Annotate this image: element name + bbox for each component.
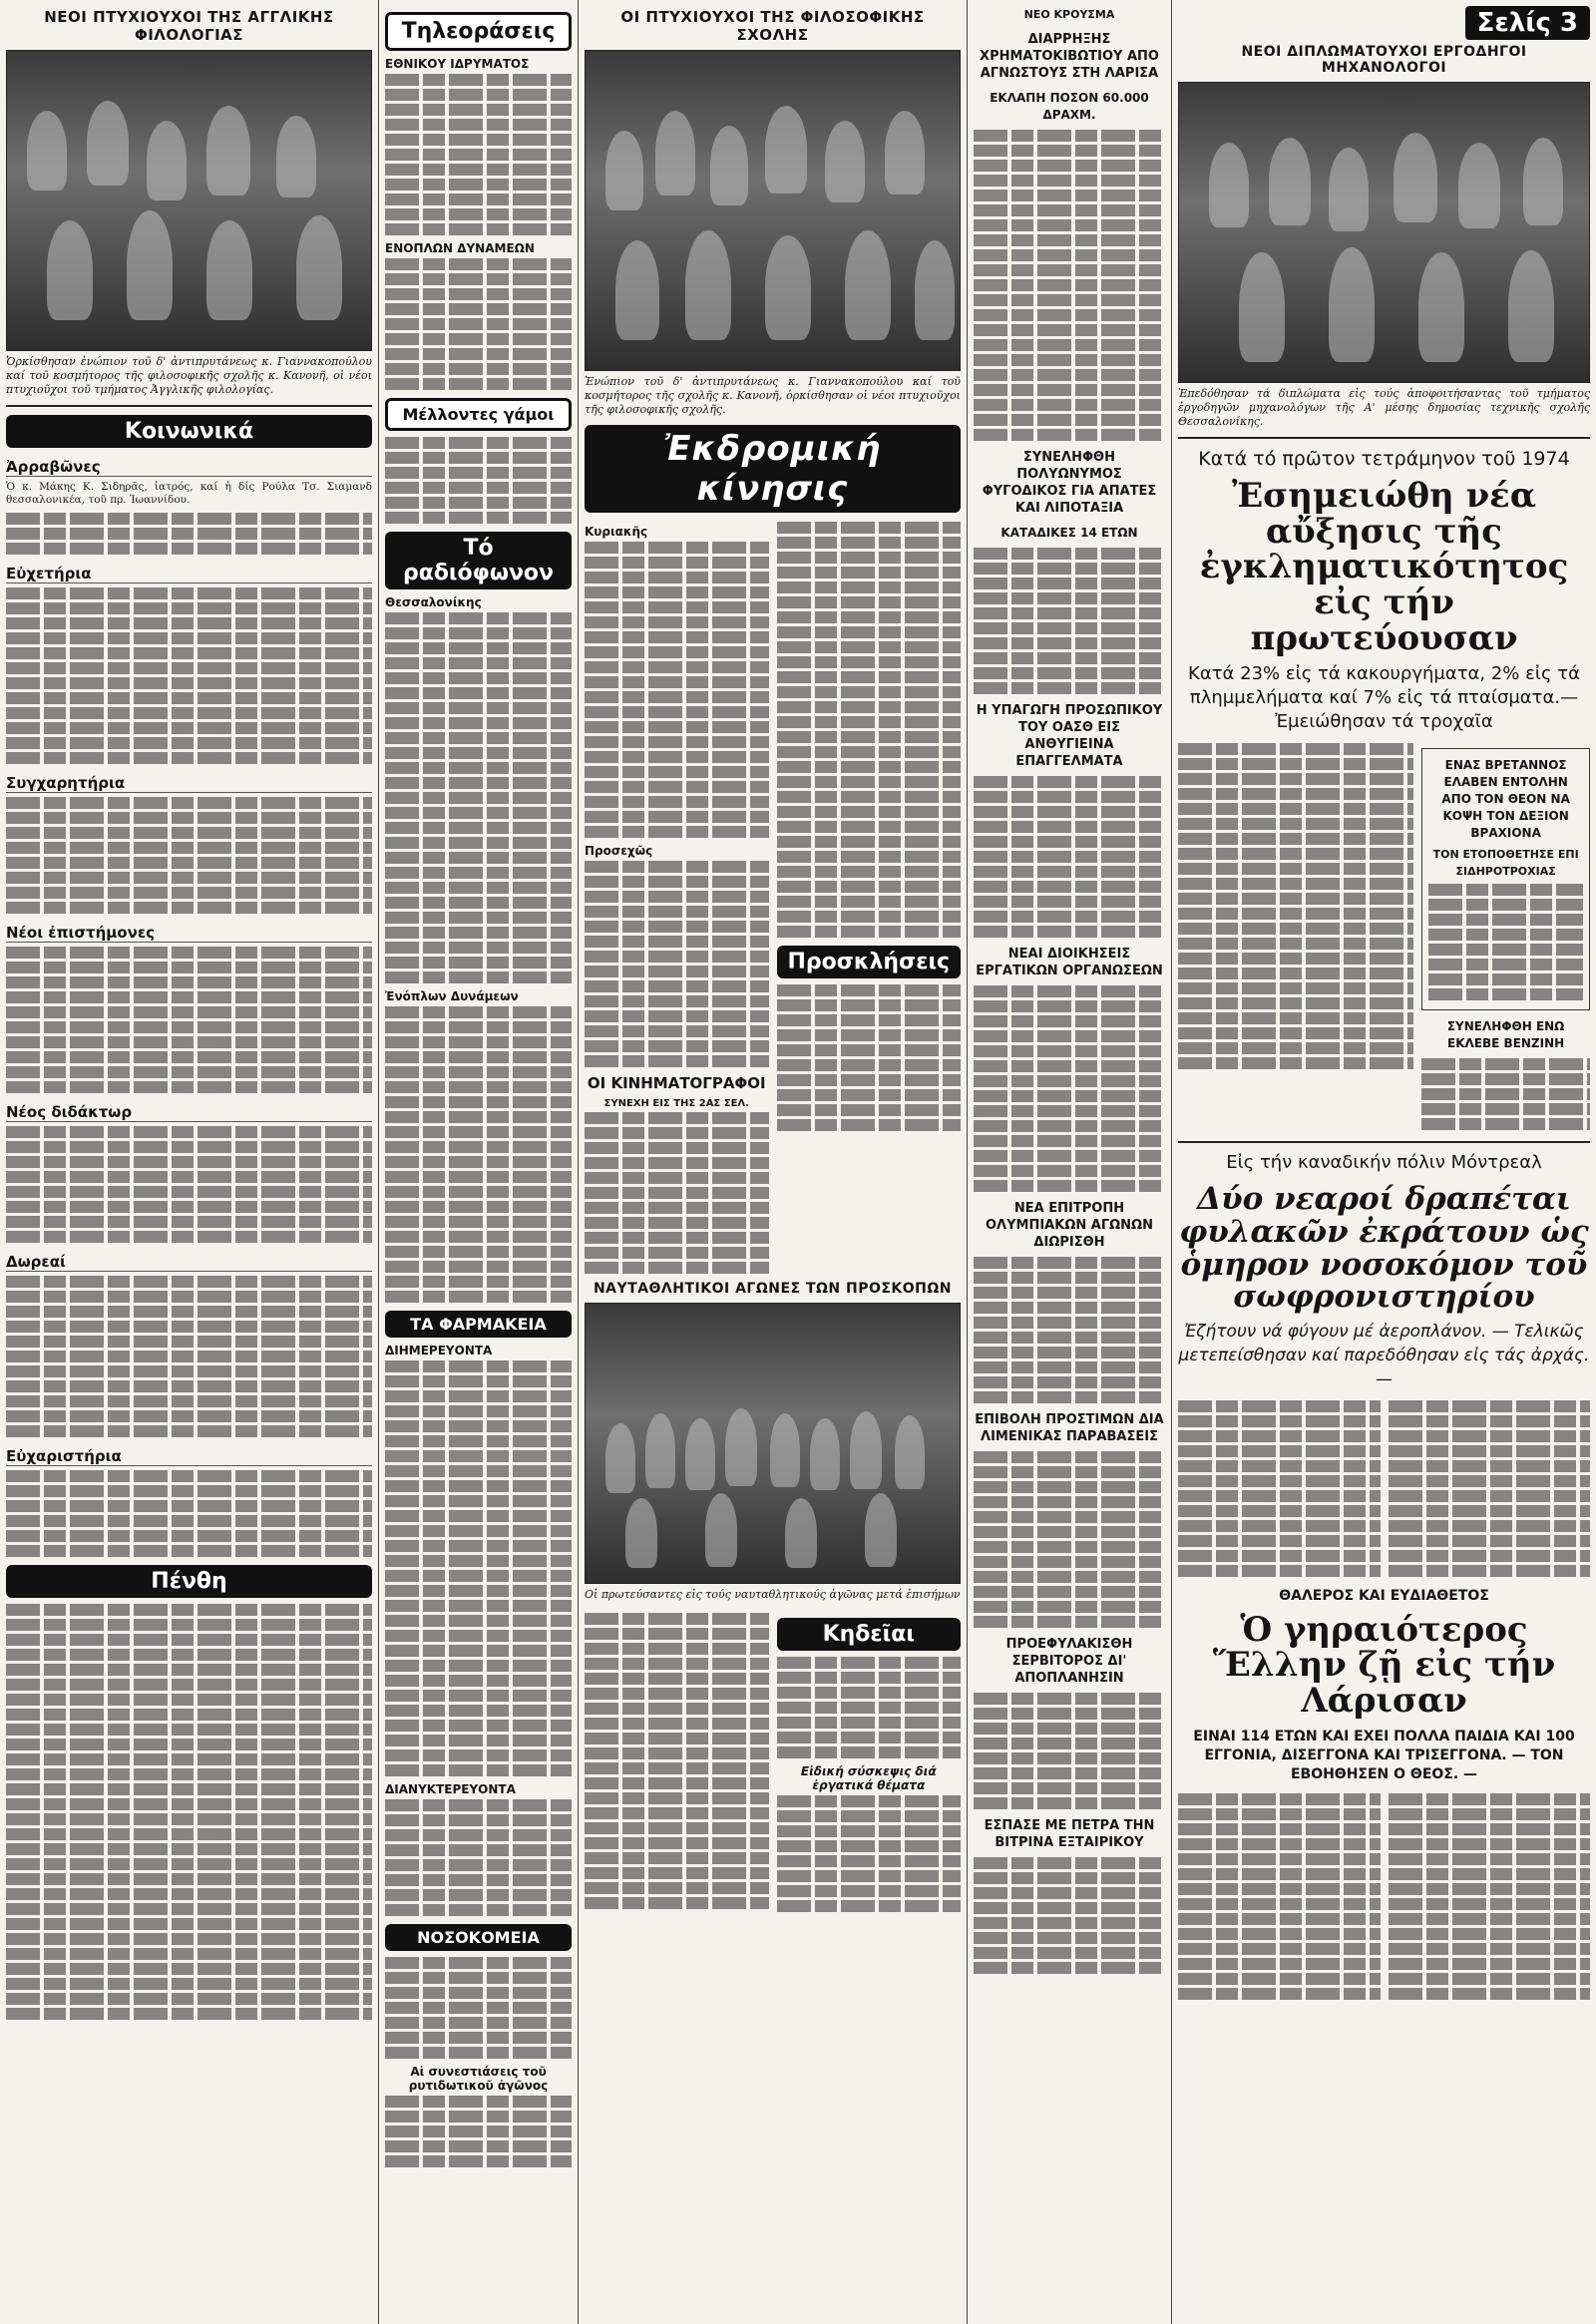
- photo-caption-scouts: Οἱ πρωτεύσαντες εἰς τούς ναυταθλητικούς ἀγῶνας μετά ἐπισήμων: [585, 1588, 961, 1601]
- kicker-montreal: Εἰς τήν καναδικήν πόλιν Μόντρεαλ: [1226, 1152, 1542, 1174]
- deck-oldest-greek: ΕΙΝΑΙ 114 ΕΤΩΝ ΚΑΙ ΕΧΕΙ ΠΟΛΛΑ ΠΑΙΔΙΑ ΚΑΙ 100 ΕΓΓΟΝΙΑ, ΔΙΣΕΓΓΟΝΑ ΚΑΙ ΤΡΙΣΕΓΓΟΝΑ. — ΤΟΝ ΕΒΟΗΘΗΣΕΝ Ο ΘΕΟΣ. —: [1193, 1728, 1575, 1782]
- section-banner-mourning: Πένθη: [6, 1565, 372, 1598]
- section-banner-funerals: Κηδεῖαι: [777, 1618, 962, 1651]
- subhead-meetings: Αἱ συνεστιάσεις τοῦ ρυτιδωτικοῦ ἀγῶνος: [408, 2065, 549, 2093]
- subhead-tv-armed: ΕΝΟΠΛΩΝ ΔΥΝΑΜΕΩΝ: [385, 241, 535, 255]
- photo-headline-new-foremen: ΝΕΟΙ ΔΙΠΛΩΜΑΤΟΥΧΟΙ ΕΡΓΟΔΗΓΟΙ ΜΗΧΑΝΟΛΟΓΟΙ: [1241, 44, 1527, 76]
- photo-philosophy-graduates: [585, 50, 961, 371]
- headline-montreal-escape: Δύο νεαροί δραπέται φυλακῶν ἐκράτουν ὡς ὁμηρον νοσοκόμον τοῦ σωφρονιστηρίου: [1179, 1181, 1589, 1316]
- photo-scouts: [585, 1303, 961, 1584]
- page-number-masthead: Σελίς 3: [1465, 6, 1590, 40]
- deck-crime-increase: Κατά 23% εἰς τά κακουργήματα, 2% εἰς τά πλημμελήματα καί 7% εἰς τά πταίσματα.— Ἐμειώθησαν τά τροχαῖα: [1188, 663, 1580, 733]
- headline-olympic-committee: ΝΕΑ ΕΠΙΤΡΟΠΗ ΟΛΥΜΠΙΑΚΩΝ ΑΓΩΝΩΝ ΔΙΩΡΙΣΘΗ: [986, 1201, 1153, 1250]
- kicker-new-burglary: ΝΕΟ ΚΡΟΥΣΜΑ: [1023, 8, 1115, 21]
- subhead-donations: Δωρεαί: [6, 1253, 372, 1272]
- headline-waiter-detained: ΠΡΟΕΦΥΛΑΚΙΣΘΗ ΣΕΡΒΙΤΟΡΟΣ ΔΙ' ΑΠΟΠΛΑΝΗΣΙΝ: [1005, 1637, 1133, 1686]
- headline-oasth-staff: Η ΥΠΑΓΩΓΗ ΠΡΟΣΩΠΙΚΟΥ ΤΟΥ ΟΑΣΘ ΕΙΣ ΑΝΘΥΓΙΕΙΝΑ ΕΠΑΓΓΕΛΜΑΤΑ: [976, 703, 1163, 769]
- subhead-engagements: Ἀρραβῶνες: [6, 458, 372, 477]
- column-1: [0, 0, 379, 2324]
- photo-caption-philosophy-graduates: Ἐνώπιον τοῦ δ' ἀντιπρυτάνεως κ. Γιαννακοπούλου καί τοῦ κοσμήτορος τῆς σχολῆς κ. Κανονῆ, ὁρκίσθησαν οἱ νέοι πτυχιοῦχοι τῆς φιλοσοφικῆς σχολῆς.: [585, 375, 961, 416]
- headline-crime-increase: Ἐσημειώθη νέα αὔξησις τῆς ἐγκληματικότητος εἰς τήν πρωτεύουσαν: [1199, 476, 1569, 658]
- section-banner-pharmacies: ΤΑ ΦΑΡΜΑΚΕΙΑ: [385, 1311, 572, 1338]
- subhead-sentences: ΚΑΤΑΔΙΚΕΣ 14 ΕΤΩΝ: [1000, 526, 1138, 540]
- subhead-tv-national: ΕΘΝΙΚΟΥ ΙΔΡΥΜΑΤΟΣ: [385, 57, 530, 71]
- subhead-stolen-amount: ΕΚΛΑΠΗ ΠΟΣΟΝ 60.000 ΔΡΑΧΜ.: [990, 91, 1149, 122]
- section-cinemas: ΟΙ ΚΙΝΗΜΑΤΟΓΡΑΦΟΙ: [587, 1074, 766, 1092]
- photo-headline-scouts: ΝΑΥΤΑΘΛΗΤΙΚΟΙ ΑΓΩΝΕΣ ΤΩΝ ΠΡΟΣΚΟΠΩΝ: [593, 1281, 953, 1297]
- section-banner-social: Κοινωνικά: [6, 415, 372, 448]
- section-banner-tv: Τηλεοράσεις: [385, 12, 572, 51]
- subhead-railway: ΤΟΝ ΕΤΟΠΟΘΕΤΗΣΕ ΕΠΙ ΣΙΔΗΡΟΤΡΟΧΙΑΣ: [1432, 848, 1579, 879]
- section-banner-invitations: Προσκλήσεις: [777, 946, 962, 978]
- subhead-upcoming: Προσεχῶς: [585, 844, 653, 858]
- subhead-thanksgiving: Εὐχαριστήρια: [6, 1447, 372, 1466]
- column-5: [1172, 0, 1596, 2324]
- headline-fugitive-arrested: ΣΥΝΕΛΗΦΘΗ ΠΟΛΥΩΝΥΜΟΣ ΦΥΓΟΔΙΚΟΣ ΓΙΑ ΑΠΑΤΕΣ ΚΑΙ ΛΙΠΟΤΑΞΙΑ: [982, 450, 1157, 516]
- section-banner-radio: Τό ραδιόφωνον: [385, 532, 572, 589]
- headline-shop-window: ΕΣΠΑΣΕ ΜΕ ΠΕΤΡΑ ΤΗΝ ΒΙΤΡΙΝΑ ΕΞΤΑΙΡΙΚΟΥ: [984, 1818, 1155, 1850]
- photo-english-graduates: [6, 50, 372, 351]
- subhead-pharmacies-day: ΔΙΗΜΕΡΕΥΟΝΤΑ: [385, 1344, 493, 1357]
- subhead-congratulations: Συγχαρητήρια: [6, 774, 372, 793]
- subhead-pharmacies-night: ΔΙΑΝΥΚΤΕΡΕΥΟΝΤΑ: [385, 1782, 516, 1796]
- kicker-crime-1974: Κατά τό πρῶτον τετράμηνον τοῦ 1974: [1198, 448, 1570, 470]
- headline-petrol-thief: ΣΥΝΕΛΗΦΘΗ ΕΝΩ ΕΚΛΕΒΕ ΒΕΝΖΙΝΗ: [1446, 1019, 1565, 1051]
- headline-harbor-fines: ΕΠΙΒΟΛΗ ΠΡΟΣΤΙΜΩΝ ΔΙΑ ΛΙΜΕΝΙΚΑΣ ΠΑΡΑΒΑΣΕΙΣ: [975, 1412, 1164, 1444]
- column-4: [968, 0, 1172, 2324]
- photo-new-foremen: [1178, 82, 1590, 383]
- photo-headline-english-graduates: ΝΕΟΙ ΠΤΥΧΙΟΥΧΟΙ ΤΗΣ ΑΓΓΛΙΚΗΣ ΦΙΛΟΛΟΓΙΑΣ: [44, 8, 334, 44]
- subhead-cinemas: ΣΥΝΕΧΗ ΕΙΣ ΤΗΣ 2ΑΣ ΣΕΛ.: [603, 1098, 749, 1109]
- text-engagements: Ὁ κ. Μάκης Κ. Σιδηρᾶς, ἰατρός, καί ἡ δίς Ρούλα Τσ. Σιαμανδ θεσσαλονικέα, τοῦ πρ. Ἰωαννίδου.: [6, 481, 372, 506]
- subhead-special-meeting: Εἰδική σύσκεψις διά ἐργατικά θέματα: [800, 1764, 937, 1792]
- photo-headline-philosophy-graduates: ΟΙ ΠΤΥΧΙΟΥΧΟΙ ΤΗΣ ΦΙΛΟΣΟΦΙΚΗΣ ΣΧΟΛΗΣ: [620, 8, 925, 44]
- subhead-new-doctor: Νέος διδάκτωρ: [6, 1103, 372, 1122]
- photo-caption-english-graduates: Ὁρκίσθησαν ἐνώπιον τοῦ δ' ἀντιπρυτάνεως κ. Γιαννακοπούλου καί τοῦ κοσμήτορος τῆς φιλοσοφικῆς σχολῆς κ. Κανονῆ, οἱ νέοι πτυχιοῦχοι τοῦ τμήματος Ἀγγλικῆς φιλολογίας.: [6, 355, 372, 396]
- column-3: [579, 0, 968, 2324]
- subhead-new-scientists: Νέοι ἐπιστήμονες: [6, 924, 372, 943]
- column-2: [379, 0, 579, 2324]
- section-banner-weddings: Μέλλοντες γάμοι: [385, 398, 572, 431]
- headline-labor-boards: ΝΕΑΙ ΔΙΟΙΚΗΣΕΙΣ ΕΡΓΑΤΙΚΩΝ ΟΡΓΑΝΩΣΕΩΝ: [976, 947, 1163, 978]
- sidebox-briton: [1421, 748, 1590, 1010]
- photo-caption-new-foremen: Ἐπεδόθησαν τά διπλώματα εἰς τούς ἀποφοιτήσαντας τοῦ τμήματος ἐργοδηγῶν μηχανολόγων τῆς Α' μέσης δημοσίας τεχνικῆς σχολῆς Θεσσαλονίκης.: [1178, 387, 1590, 428]
- section-banner-excursions: Ἐκδρομική κίνησις: [585, 425, 961, 513]
- subhead-sunday: Κυριακῆς: [585, 525, 648, 539]
- subhead-armed-radio: Ἐνόπλων Δυνάμεων: [385, 989, 519, 1003]
- subhead-thessaloniki: Θεσσαλονίκης: [385, 595, 482, 609]
- kicker-elder: ΘΑΛΕΡΟΣ ΚΑΙ ΕΥΔΙΑΘΕΤΟΣ: [1279, 1587, 1489, 1604]
- headline-safe-burglary: ΔΙΑΡΡΗΞΗΣ ΧΡΗΜΑΤΟΚΙΒΩΤΙΟΥ ΑΠΟ ΑΓΝΩΣΤΟΥΣ ΣΤΗ ΛΑΡΙΣΑ: [980, 32, 1159, 81]
- section-banner-hospitals: ΝΟΣΟΚΟΜΕΙΑ: [385, 1924, 572, 1951]
- headline-briton-arm: ΕΝΑΣ ΒΡΕΤΑΝΝΟΣ ΕΛΑΒΕΝ ΕΝΤΟΛΗΝ ΑΠΟ ΤΟΝ ΘΕΟΝ ΝΑ ΚΟΨΗ ΤΟΝ ΔΕΞΙΟΝ ΒΡΑΧΙΟΝΑ: [1441, 758, 1570, 841]
- subhead-wishes: Εὐχετήρια: [6, 565, 372, 583]
- headline-oldest-greek: Ὁ γηραιότερος Ἕλλην ζῇ εἰς τήν Λάρισαν: [1212, 1609, 1556, 1721]
- deck-montreal-escape: Ἐζήτουν νά φύγουν μέ ἀεροπλάνον. — Τελικῶς μετεπείσθησαν καί παρεδόθησαν εἰς τάς ἀρχάς.—: [1178, 1321, 1590, 1389]
